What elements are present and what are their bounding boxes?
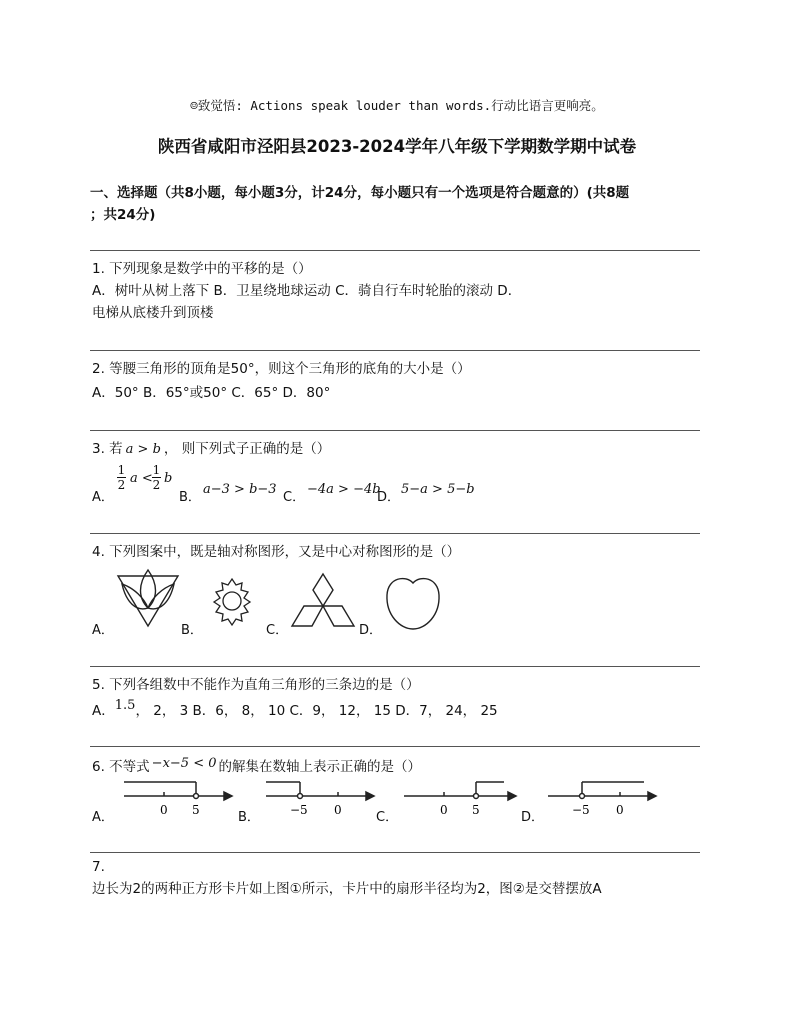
divider [90,746,700,747]
q3-stem: 3. 若 a > b ， 则下列式子正确的是（） [92,441,331,457]
triangle-leaf-figure [114,568,182,628]
q3-option-c-expr: −4a > −4b [307,482,381,497]
q3-option-d-label: D． [377,490,401,505]
page-title: 陕西省咸阳市泾阳县2023-2024学年八年级下学期数学期中试卷 [157,137,637,156]
number-line-a [124,780,234,820]
number-line-b [266,780,376,820]
q5-options: A．1.5， 2， 3 B．6， 8， 10 C．9， 12， 15 D．7， 24， 25 [92,698,498,719]
heart-shape-figure [384,575,442,631]
divider [90,852,700,853]
q3-option-a-var: b [164,471,173,486]
q4-option-a-label: A． [92,623,114,638]
section-heading-cont: ；共24分) [90,207,156,223]
tick-label: 5 [192,803,200,817]
tick-label: 0 [440,803,448,817]
q3-option-a-expr: a < [130,471,153,486]
q3-option-a-label: A． [92,490,114,505]
q7-number: 7. [92,859,105,875]
q6-option-d-label: D． [521,810,545,825]
tick-label: 0 [160,803,168,817]
q2-options: A．50° B．65°或50° C．65° D．80° [92,385,331,401]
divider [90,533,700,534]
q4-option-c-label: C． [266,623,289,638]
q4-option-d-label: D． [359,623,383,638]
q6-option-a-label: A． [92,810,114,825]
number-line-c [404,780,520,820]
q3-option-d-expr: 5−a > 5−b [401,482,475,497]
three-diamonds-figure [290,572,356,630]
q1-options: A．树叶从树上落下 B．卫星绕地球运动 C．骑自行车时轮胎的滚动 D． [92,283,522,299]
q6-inequality: −x−5 < 0 [151,756,217,771]
snowflake-figure [201,571,263,629]
divider [90,666,700,667]
q3-option-b-label: B． [179,490,201,505]
motto: ☺致觉悟: Actions speak louder than words.行动比语言更响亮。 [190,98,604,113]
q4-option-b-label: B． [181,623,203,638]
section-heading: 一、选择题（共8小题，每小题3分，计24分，每小题只有一个选项是符合题意的）(共8题 [90,185,630,201]
divider [90,430,700,431]
q3-option-a-frac1: 1 2 [117,463,126,492]
tick-label: 0 [334,803,342,817]
number-line-d [548,780,658,820]
q5-option-a-value: 1.5 [114,698,136,713]
q1-options-cont: 电梯从底楼升到顶楼 [92,305,214,321]
q3-option-b-expr: a−3 > b−3 [203,482,277,497]
q1-stem: 1. 下列现象是数学中的平移的是（） [92,261,312,277]
tick-label: −5 [290,803,308,817]
divider [90,350,700,351]
q3-option-a-frac2: 1 2 [152,463,161,492]
q4-stem: 4. 下列图案中，既是轴对称图形，又是中心对称图形的是（） [92,544,461,560]
tick-label: 5 [472,803,480,817]
tick-label: 0 [616,803,624,817]
q2-stem: 2. 等腰三角形的顶角是50°，则这个三角形的底角的大小是（） [92,361,471,377]
tick-label: −5 [572,803,590,817]
q3-condition: a > b [125,442,161,457]
q5-stem: 5. 下列各组数中不能作为直角三角形的三条边的是（） [92,677,420,693]
q7-stem: 边长为2的两种正方形卡片如上图①所示，卡片中的扇形半径均为2，图②是交替摆放A [92,881,602,897]
q6-option-b-label: B． [238,810,260,825]
q6-stem: 6. 不等式 −x−5 < 0 的解集在数轴上表示正确的是（） [92,756,421,775]
q3-option-c-label: C． [283,490,306,505]
q6-option-c-label: C． [376,810,399,825]
divider [90,250,700,251]
